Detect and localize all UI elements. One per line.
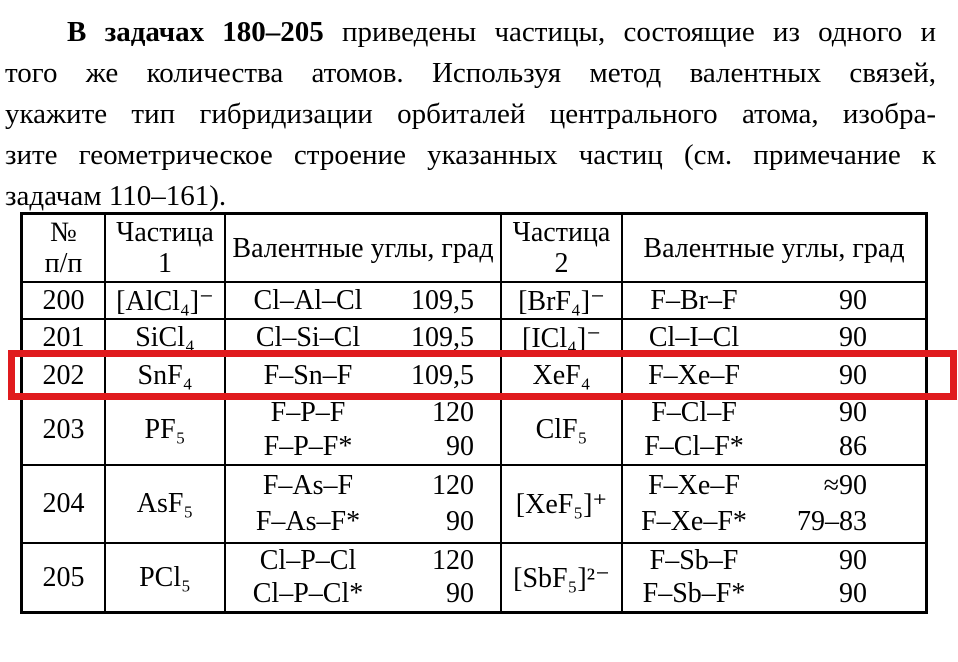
intro-line-1 [5,12,936,53]
angle-value: 109,5 [411,284,474,316]
cell-angles2 [621,544,925,611]
cell-angles2 [621,283,925,318]
table-row-205 [23,542,925,611]
cell-particle2: [ICl₄]⁻ [500,320,621,355]
angle-value: 90 [446,506,474,537]
angle-line [226,322,500,354]
angle-line [623,322,925,354]
bond-formula: F–Cl–F* [644,430,744,462]
cell-particle1: SnF₄ [104,357,224,394]
cell-particle2: [BrF₄]⁻ [500,283,621,318]
angle-value: 90 [839,321,867,353]
cell-particle2: XeF₄ [500,357,621,394]
cell-angles2 [621,396,925,464]
angle-value: 120 [432,545,474,576]
header-particle1-bottom: 1 [158,248,172,279]
angle-line [623,578,925,610]
cell-angles1 [224,396,500,464]
angle-line [623,285,925,317]
bond-formula: F–P–F* [263,430,353,462]
bond-formula: Cl–Si–Cl [255,321,361,353]
table-row-203 [23,394,925,464]
angle-value: 120 [432,397,474,429]
angle-line [623,397,925,429]
angle-line [623,431,925,463]
bond-formula: Cl–Al–Cl [253,284,363,316]
angle-value: 79–83 [797,506,867,537]
header-particle2-top: Частица [512,217,611,248]
angle-line [623,360,925,392]
table-row-200 [23,281,925,318]
angle-value: 90 [839,359,867,391]
cell-angles1 [224,544,500,611]
problems-range-bold: В задачах 180–205 [67,16,324,48]
angle-line [623,545,925,577]
angle-line [226,545,500,577]
angle-value: 90 [446,430,474,462]
cell-angles2 [621,466,925,542]
angles-table [20,212,928,614]
header-angles2-label: Валентные углы, град [643,232,905,264]
bond-formula: F–Sn–F [263,359,353,391]
cell-angles1 [224,320,500,355]
bond-formula: F–P–F [270,397,346,429]
bond-formula: F–Xe–F [648,470,740,501]
bond-formula: F–Xe–F [648,359,740,391]
intro-paragraph [5,12,936,217]
bond-formula: Cl–P–Cl [259,545,357,576]
angle-line [226,285,500,317]
angle-line [226,506,500,538]
cell-num: 202 [42,359,85,391]
cell-num: 200 [42,284,85,316]
angle-value: 109,5 [411,321,474,353]
angle-value: ≈90 [823,470,867,501]
table-row-201 [23,318,925,355]
bond-formula: F–Cl–F [651,397,737,429]
table-row-204 [23,464,925,542]
cell-num: 205 [42,561,85,593]
angle-value: 90 [839,397,867,429]
cell-particle1: PF₅ [104,396,224,464]
bond-formula: F–As–F* [255,506,361,537]
cell-particle1: [AlCl₄]⁻ [104,283,224,318]
cell-num: 204 [42,488,85,519]
angle-value: 90 [839,578,867,609]
angle-line [623,470,925,502]
cell-angles1 [224,357,500,394]
angle-value: 90 [446,578,474,609]
angle-line [226,397,500,429]
intro-line-5: задачам 110–161). [5,180,227,212]
table-header-row [23,215,925,281]
angle-value: 86 [839,430,867,462]
cell-angles2 [621,320,925,355]
cell-particle1: PCl₅ [104,544,224,611]
cell-angles1 [224,466,500,542]
bond-formula: F–As–F [262,470,354,501]
bond-formula: Cl–I–Cl [648,321,740,353]
angle-value: 90 [839,284,867,316]
header-num-top: № [50,217,77,248]
header-angles1-label: Валентные углы, град [232,232,494,264]
angle-value: 90 [839,545,867,576]
table-row-202-highlighted [23,355,925,394]
bond-formula: Cl–P–Cl* [252,578,364,609]
intro-line-4: зите геометрическое строение указанных частиц (см. примечание к [5,139,936,171]
cell-particle2: [XeF₅]⁺ [500,466,621,542]
intro-line-3: укажите тип гибридизации орбиталей центрального атома, изобра- [5,98,936,130]
cell-particle1: SiCl₄ [104,320,224,355]
cell-particle1: AsF₅ [104,466,224,542]
header-angles1 [224,215,500,281]
cell-angles1 [224,283,500,318]
header-particle2-bottom: 2 [554,248,569,279]
intro-line-2: того же количества атомов. Используя метод валентных связей, [5,57,936,89]
header-angles2 [621,215,925,281]
cell-particle2: [SbF₅]²⁻ [500,544,621,611]
bond-formula: F–Br–F [650,284,738,316]
bond-formula: F–Xe–F* [641,506,747,537]
intro-line-1-rest: приведены частицы, состоящие из одного и [323,16,936,48]
bond-formula: F–Sb–F [649,545,739,576]
header-particle2 [500,215,621,281]
angle-value: 109,5 [411,359,474,391]
cell-angles2 [621,357,925,394]
angle-line [226,470,500,502]
header-num [23,215,104,281]
cell-num: 201 [42,321,85,353]
angle-line [226,578,500,610]
angle-line [623,506,925,538]
cell-num: 203 [42,414,85,445]
header-particle1-top: Частица [116,217,214,248]
angle-line [226,431,500,463]
header-num-bottom: п/п [44,248,83,279]
cell-particle2: ClF₅ [500,396,621,464]
angle-value: 120 [432,470,474,501]
angle-line [226,360,500,392]
bond-formula: F–Sb–F* [642,578,746,609]
header-particle1 [104,215,224,281]
